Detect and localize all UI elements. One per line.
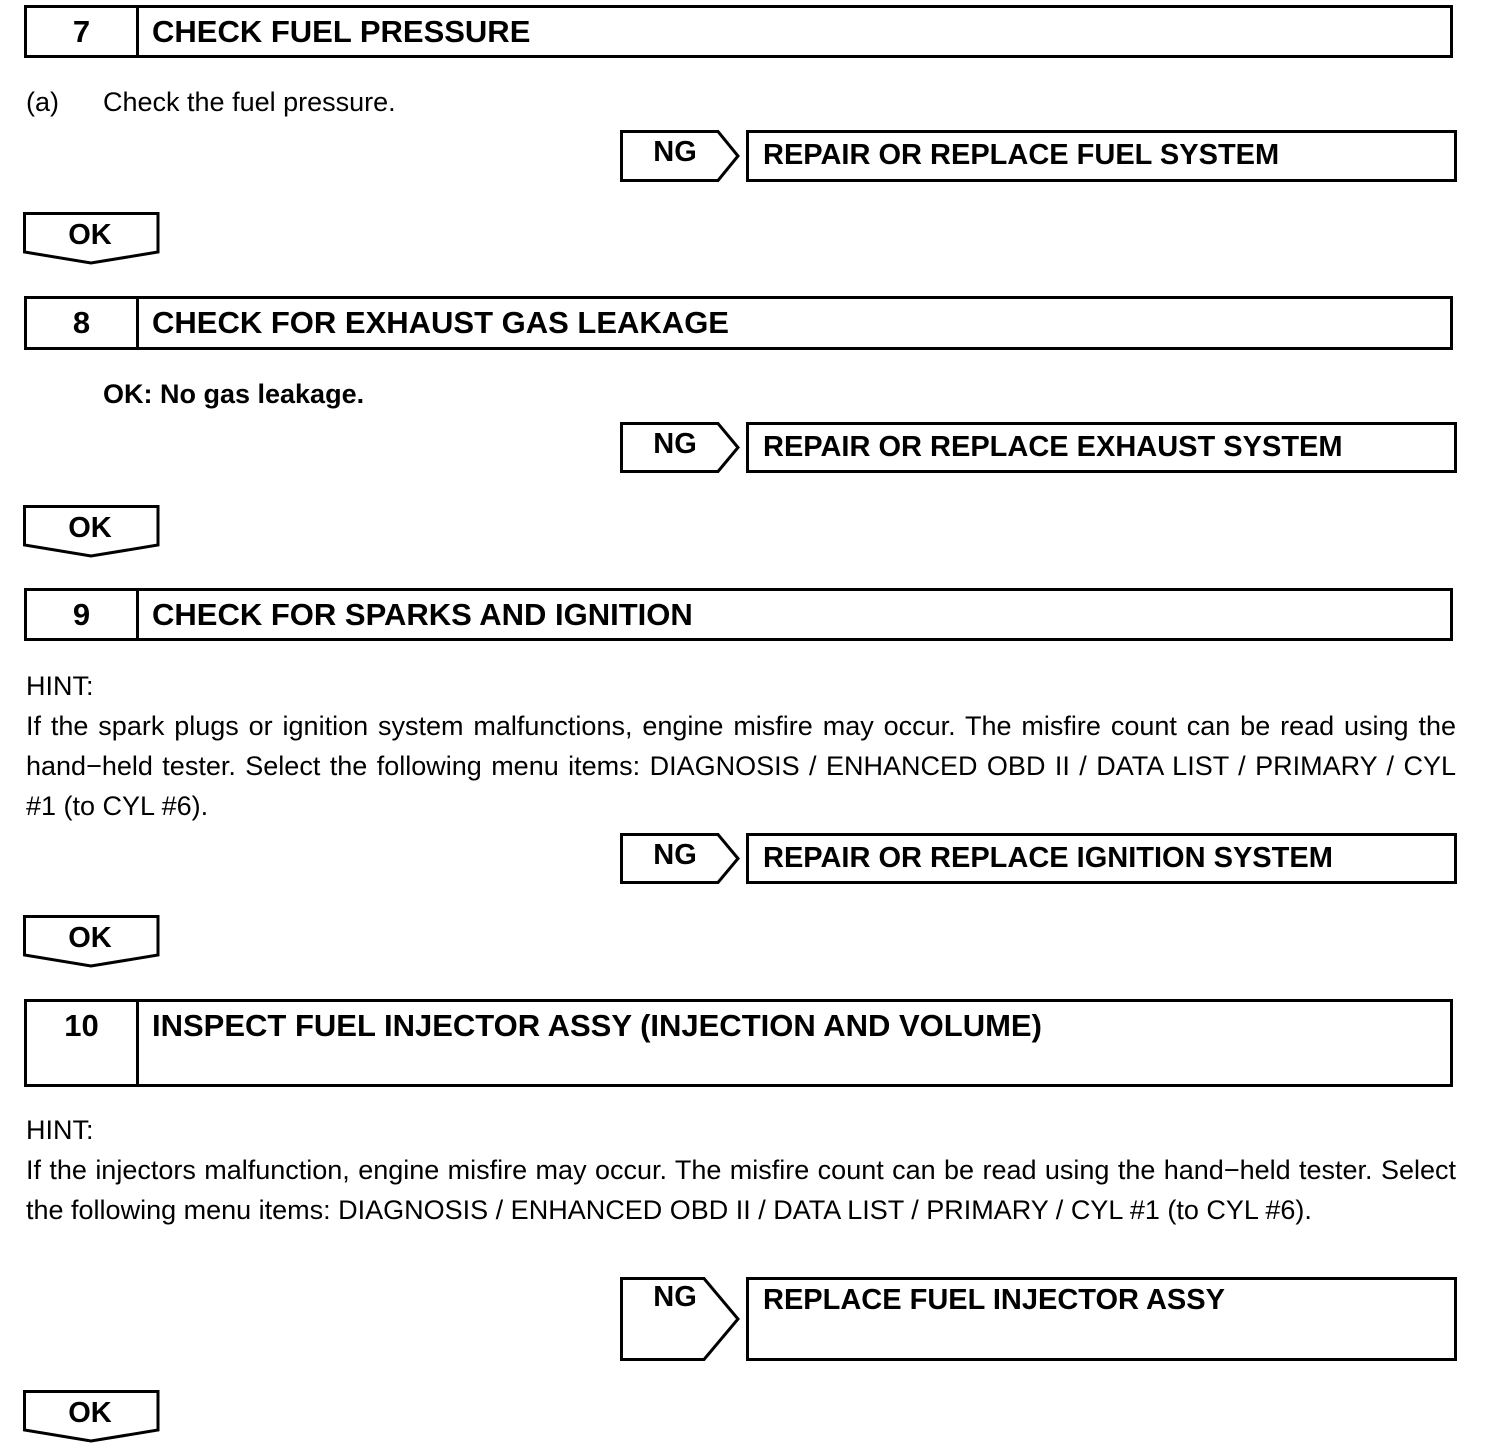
ok-label: OK: [68, 512, 112, 544]
ok-label: OK: [68, 1397, 112, 1429]
ng-branch-7: [620, 130, 1457, 182]
ng-action-text: REPAIR OR REPLACE IGNITION SYSTEM: [763, 842, 1333, 874]
ng-branch-10: [620, 1277, 1457, 1361]
ok-branch-8: [23, 505, 160, 557]
ng-action-box: [746, 833, 1457, 884]
ok-condition: OK: No gas leakage.: [103, 379, 365, 409]
item-marker: (a): [26, 87, 59, 117]
hint-text: If the injectors malfunction, engine misfire may occur. The misfire count can be read using the hand−held tester. Select the following menu items: DIAGNOSIS / ENHANCED OBD II / DATA LIST / PRIMARY / CYL #1 (to CYL #6).: [26, 1155, 1456, 1225]
step-number: 7: [27, 8, 139, 55]
ng-action-text: REPAIR OR REPLACE FUEL SYSTEM: [763, 139, 1280, 171]
ng-label: NG: [653, 839, 697, 871]
ng-action-text: REPLACE FUEL INJECTOR ASSY: [763, 1284, 1225, 1316]
step-title: CHECK FUEL PRESSURE: [152, 14, 531, 49]
hint-label: HINT:: [26, 1115, 94, 1145]
item-text: Check the fuel pressure.: [103, 87, 396, 117]
ok-label: OK: [68, 922, 112, 954]
step-10-header: [24, 999, 1453, 1087]
step-title: CHECK FOR SPARKS AND IGNITION: [152, 597, 693, 632]
step-7-header: [24, 5, 1453, 58]
ng-action-text: REPAIR OR REPLACE EXHAUST SYSTEM: [763, 431, 1343, 463]
ng-action-box: [746, 130, 1457, 182]
hint-text: If the spark plugs or ignition system malfunctions, engine misfire may occur. The misfire count can be read using the hand−held tester. Select the following menu items: DIAGNOSIS / ENHANCED OBD II / DATA LIST / PRIMARY / CYL #1 (to CYL #6).: [26, 711, 1456, 821]
step-title: CHECK FOR EXHAUST GAS LEAKAGE: [152, 305, 729, 340]
ng-label: NG: [653, 1281, 697, 1313]
ng-label: NG: [653, 428, 697, 460]
step-number: 10: [27, 1002, 139, 1084]
step-8-header: [24, 296, 1453, 350]
ng-branch-8: [620, 422, 1457, 473]
step-title: INSPECT FUEL INJECTOR ASSY (INJECTION AND VOLUME): [152, 1008, 1042, 1043]
ok-branch-7: [23, 212, 160, 264]
step-9-header: [24, 588, 1453, 641]
step-number: 9: [27, 591, 139, 638]
ng-label: NG: [653, 136, 697, 168]
ok-branch-9: [23, 915, 160, 967]
ng-action-box: [746, 422, 1457, 473]
hint-label: HINT:: [26, 671, 94, 701]
ok-label: OK: [68, 219, 112, 251]
ng-action-box: [746, 1277, 1457, 1361]
ok-branch-10: [23, 1390, 160, 1442]
ng-branch-9: [620, 833, 1457, 884]
step-number: 8: [27, 299, 139, 347]
